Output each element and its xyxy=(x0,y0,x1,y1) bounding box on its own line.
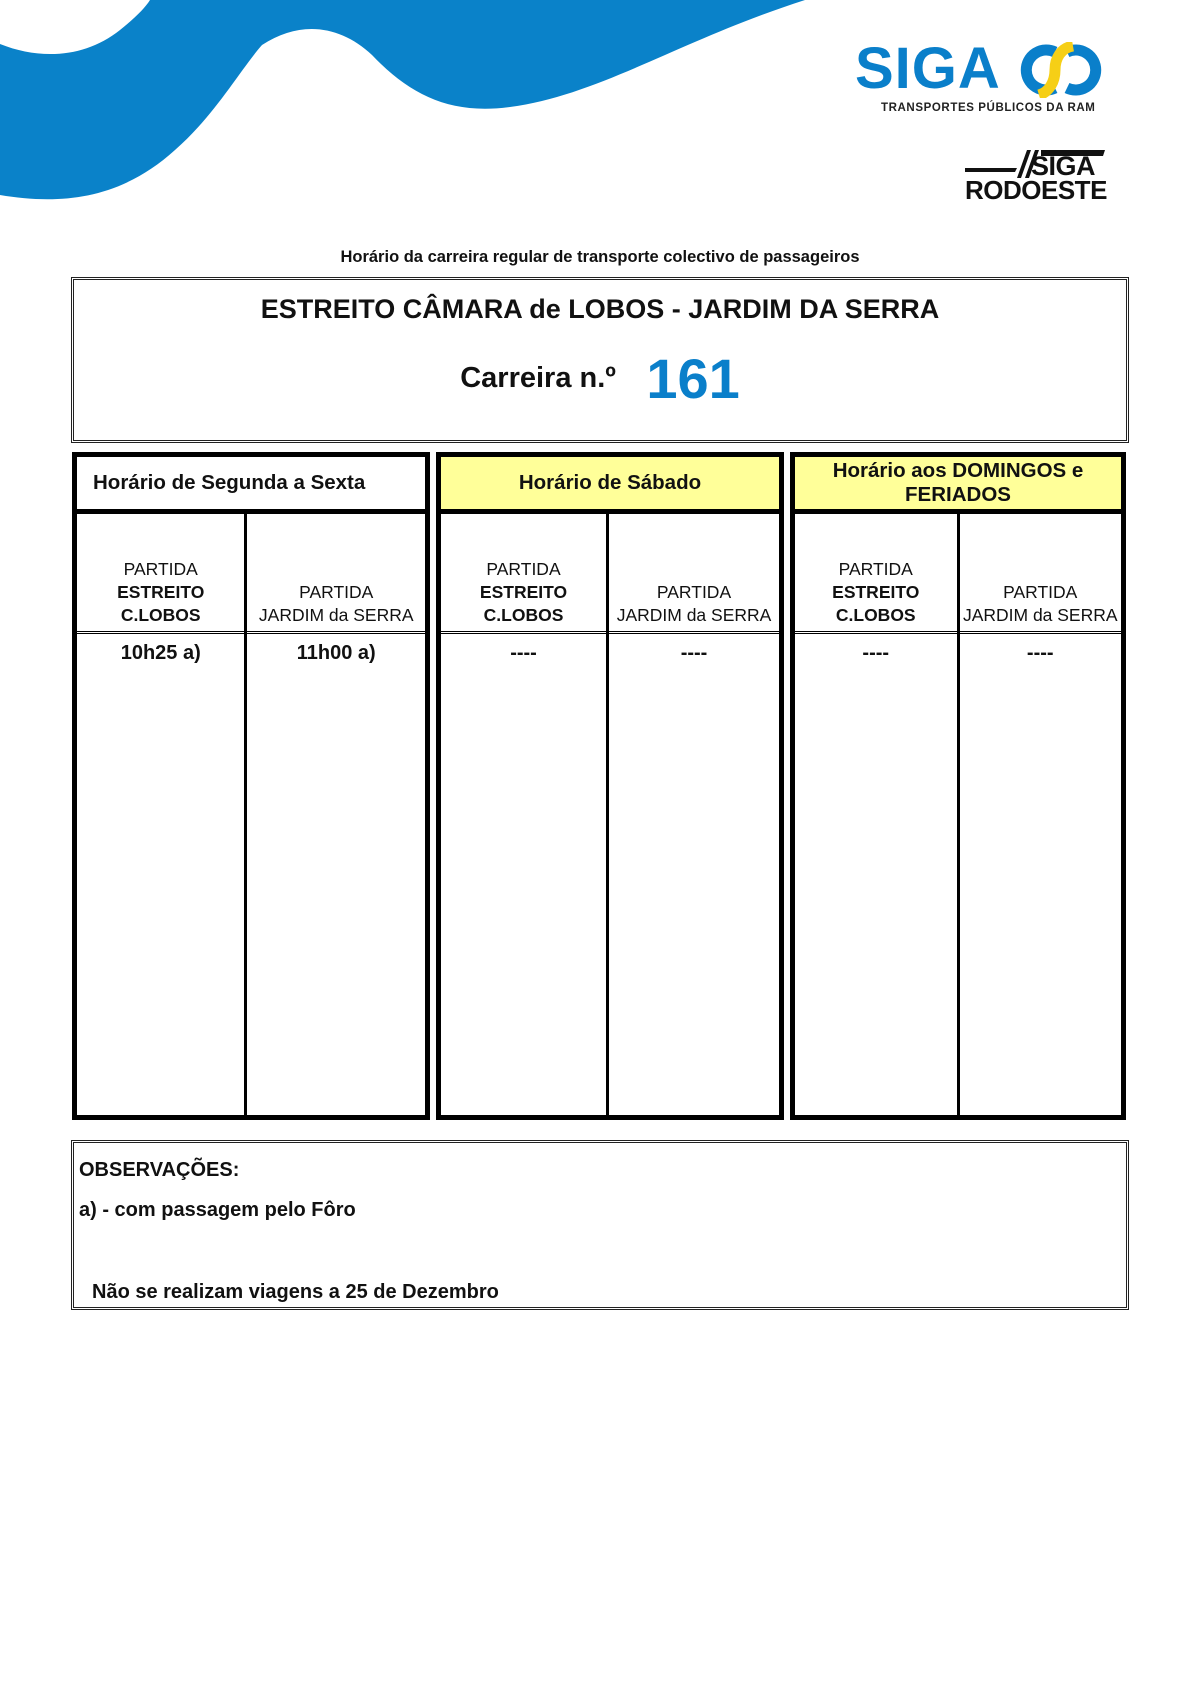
route-title-box xyxy=(71,277,1129,443)
observations-title: OBSERVAÇÕES: xyxy=(79,1159,240,1181)
column-header xyxy=(77,514,244,634)
siga-tagline: TRANSPORTES PÚBLICOS DA RAM xyxy=(881,102,1096,114)
column-header xyxy=(609,514,779,634)
block-title-saturday: Horário de Sábado xyxy=(441,457,779,514)
block-title-weekdays: Horário de Segunda a Sexta xyxy=(77,457,425,514)
column-header-line: PARTIDA xyxy=(123,559,198,579)
timetable xyxy=(72,452,1126,1120)
schedule-block-saturday xyxy=(436,452,784,1120)
column-departure-jardim xyxy=(957,514,1122,1115)
carreira-label: Carreira n.º xyxy=(460,362,616,394)
column-header-line: ESTREITO xyxy=(117,582,205,602)
column-header-line: ESTREITO xyxy=(832,582,920,602)
route-name: ESTREITO CÂMARA de LOBOS - JARDIM DA SERRA xyxy=(260,294,940,324)
rodoeste-logo xyxy=(965,148,1105,204)
column-departure-estreito xyxy=(77,514,244,1115)
carreira-number: 161 xyxy=(646,347,740,410)
schedule-block-sundays-holidays xyxy=(790,452,1126,1120)
column-departure-jardim xyxy=(606,514,779,1115)
rodoeste-text: RODOESTE xyxy=(965,175,1107,205)
time-cell: ---- xyxy=(1026,642,1054,664)
column-header-line: PARTIDA xyxy=(656,582,732,602)
column-header xyxy=(441,514,606,634)
column-header xyxy=(960,514,1122,634)
column-header xyxy=(247,514,425,634)
column-departure-jardim xyxy=(244,514,425,1115)
time-cell: 10h25 a) xyxy=(120,642,201,664)
document-subtitle: Horário da carreira regular de transporte colectivo de passageiros xyxy=(340,248,860,266)
carreira-line xyxy=(74,346,1126,411)
column-header-line: JARDIM da SERRA xyxy=(616,605,772,625)
time-cell: ---- xyxy=(510,642,537,664)
time-cell: 11h00 a) xyxy=(296,642,376,664)
column-header-line: JARDIM da SERRA xyxy=(962,605,1118,625)
column-header-line: ESTREITO xyxy=(479,582,568,602)
observations-box xyxy=(71,1140,1129,1310)
column-header-line: PARTIDA xyxy=(1003,582,1078,602)
column-header-line: C.LOBOS xyxy=(835,605,916,625)
column-departure-estreito xyxy=(441,514,606,1115)
schedule-block-weekdays xyxy=(72,452,430,1120)
siga-rings-icon xyxy=(1015,42,1107,98)
rodoeste-siga-text: SIGA xyxy=(1031,151,1096,181)
block-title-sundays-holidays: Horário aos DOMINGOS e FERIADOS xyxy=(795,457,1121,514)
siga-logo xyxy=(855,38,1105,118)
column-header-line: JARDIM da SERRA xyxy=(258,605,414,625)
header-wave-graphic xyxy=(0,0,820,205)
observation-closure-note: Não se realizam viagens a 25 de Dezembro xyxy=(92,1281,499,1303)
time-cell: ---- xyxy=(680,642,708,664)
column-header-line: C.LOBOS xyxy=(483,605,564,625)
column-header-line: PARTIDA xyxy=(838,559,913,579)
column-header-line: PARTIDA xyxy=(299,582,374,602)
observation-note-a: a) - com passagem pelo Fôro xyxy=(79,1199,356,1221)
column-departure-estreito xyxy=(795,514,957,1115)
column-header-line: C.LOBOS xyxy=(120,605,201,625)
time-cell: ---- xyxy=(862,642,890,664)
column-header xyxy=(795,514,957,634)
column-header-line: PARTIDA xyxy=(486,559,561,579)
siga-logo-text: SIGA xyxy=(855,36,1001,101)
